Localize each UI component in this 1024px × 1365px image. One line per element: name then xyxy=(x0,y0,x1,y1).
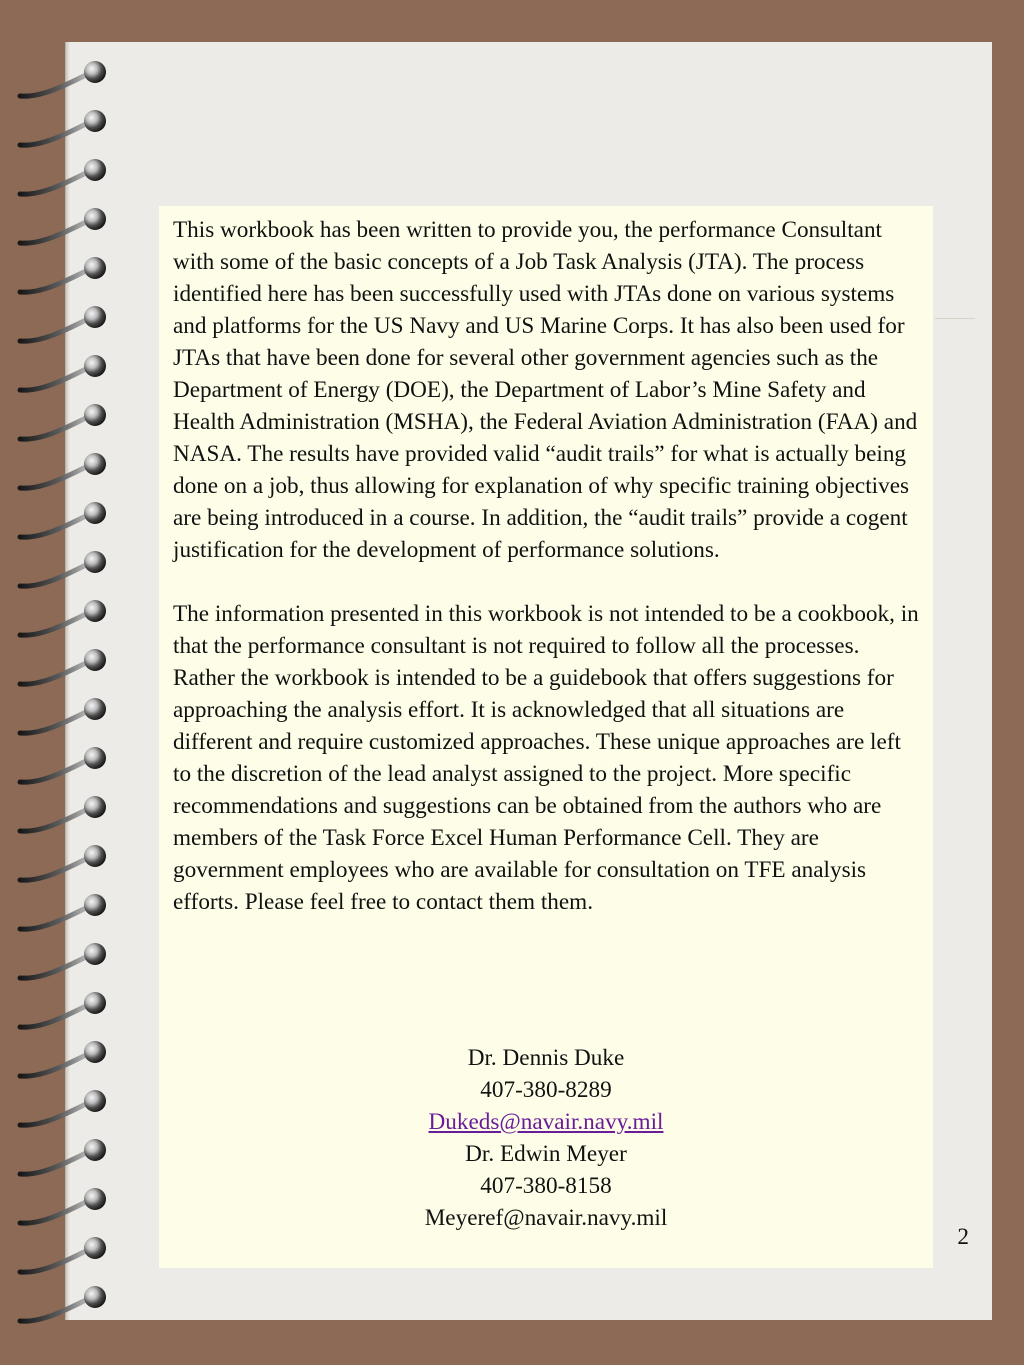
page-rule-line xyxy=(935,318,975,319)
contact-phone-meyer: 407-380-8158 xyxy=(480,1173,612,1199)
contact-name-duke: Dr. Dennis Duke xyxy=(467,1045,625,1071)
contact-email-duke-link[interactable]: Dukeds@navair.navy.mil xyxy=(428,1109,664,1135)
paragraph-2: The information presented in this workbook is not intended to be a cookbook, in that the performance consultant is not required to follow all the processes. Rather the workbook is intended to be a guidebook that offers suggestions for approaching the analysis effort. It is acknowledged that all situations are different and require customized approaches. These unique approaches are left to the discretion of the lead analyst assigned to the project. More specific recommendations and suggestions can be obtained from the authors who are members of the Task Force Excel Human Performance Cell. They are government employees who are available for consultation on TFE analysis efforts. Please feel free to contact them them. xyxy=(173,601,919,915)
page-number: 2 xyxy=(957,1224,969,1250)
notebook-page-edge xyxy=(66,42,70,1320)
contact-name-meyer: Dr. Edwin Meyer xyxy=(465,1141,627,1167)
body-text xyxy=(173,214,921,950)
paragraph-1: This workbook has been written to provide you, the performance Consultant with some of the basic concepts of a Job Task Analysis (JTA). The process identified here has been successfully used with JTAs done on various systems and platforms for the US Navy and US Marine Corps. It has also been used for JTAs that have been done for several other government agencies such as the Department of Energy (DOE), the Department of Labor’s Mine Safety and Health Administration (MSHA), the Federal Aviation Administration (FAA) and NASA. The results have provided valid “audit trails” for what is actually being done on a job, thus allowing for explanation of why specific training objectives are being introduced in a course. In addition, the “audit trails” provide a cogent justification for the development of performance solutions. xyxy=(173,217,918,563)
contact-block xyxy=(159,1042,933,1234)
contact-email-meyer: Meyeref@navair.navy.mil xyxy=(424,1205,668,1231)
contact-phone-duke: 407-380-8289 xyxy=(480,1077,612,1103)
